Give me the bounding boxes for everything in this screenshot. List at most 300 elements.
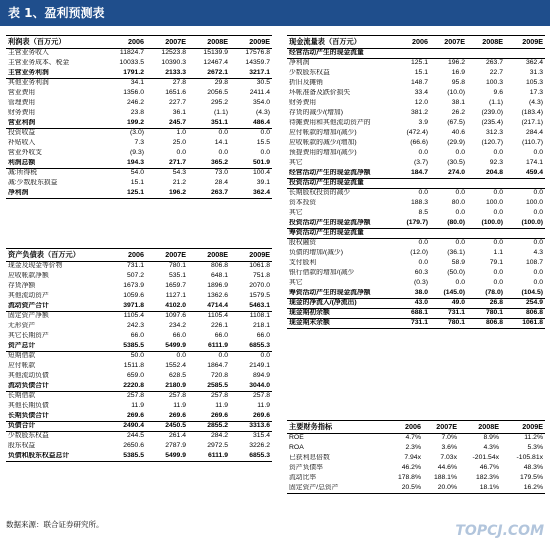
row-value: 38.0 [393, 289, 430, 299]
row-label: 预提费用的增加/(减少) [289, 149, 357, 157]
table-row [287, 219, 545, 229]
row-value: 0.0 [418, 149, 428, 157]
row-value: 0.0 [455, 239, 465, 247]
row-value: 2672.1 [188, 69, 230, 79]
row-value: 2220.8 [104, 382, 146, 392]
row-value: 11.9 [257, 402, 270, 410]
row-value: 46.2% [401, 464, 421, 472]
row-value: 0.0 [455, 209, 465, 217]
row-value: 688.1 [393, 309, 430, 319]
row-value: 269.6 [146, 412, 188, 422]
row-value: 29.8 [214, 79, 228, 87]
row-value: 362.4 [230, 189, 272, 199]
row-value: (66.6) [410, 139, 428, 147]
row-value: 381.2 [410, 109, 428, 117]
row-value: 100.3 [485, 79, 503, 87]
row-value: 1356.0 [123, 89, 144, 97]
row-value: 234.2 [168, 322, 186, 330]
table-row [287, 319, 545, 329]
table-row [287, 239, 545, 249]
row-value: 1673.9 [123, 282, 144, 290]
row-value: 1127.1 [165, 292, 186, 300]
row-value: 244.5 [126, 432, 144, 440]
row-value: 312.3 [485, 129, 503, 137]
row-value: (104.5) [505, 289, 545, 299]
row-value: 15.1 [414, 69, 428, 77]
row-value: 0.0 [493, 239, 503, 247]
income-statement-table [6, 35, 272, 199]
row-value: 21.2 [172, 179, 186, 187]
row-value: 3.6% [441, 444, 457, 452]
row-value: 226.1 [210, 322, 228, 330]
row-label: 股权融资 [289, 239, 317, 247]
row-value: 362.4 [525, 59, 543, 67]
table-row [287, 149, 545, 159]
row-label: 少数股东权益 [289, 69, 330, 77]
row-label: 现金的净流入/(净流出) [287, 299, 393, 309]
header-year: 2009E [230, 249, 272, 262]
row-label: 资产总计 [6, 342, 104, 352]
table-row [6, 49, 272, 59]
row-value: 25.0 [172, 139, 186, 147]
row-value: 284.4 [525, 129, 543, 137]
row-value: 14359.7 [245, 59, 270, 67]
header-label: 现金流量表（百万元） [287, 36, 393, 49]
table-row [6, 292, 272, 302]
row-label: 存货净额 [8, 282, 36, 290]
row-value: 1061.8 [505, 319, 545, 329]
row-value: 2585.5 [188, 382, 230, 392]
row-value: 0.0 [418, 189, 428, 197]
row-value: 780.1 [430, 319, 467, 329]
row-value: 806.8 [467, 319, 505, 329]
row-value: 806.8 [505, 309, 545, 319]
row-value: (36.1) [447, 249, 465, 257]
row-value: (1.1) [214, 109, 228, 117]
row-value: 257.8 [210, 392, 228, 400]
row-value: 11824.7 [119, 49, 144, 57]
row-value: 274.0 [430, 169, 467, 179]
row-value [505, 179, 545, 189]
table-row [287, 279, 545, 289]
row-value: (0.3) [414, 279, 428, 287]
row-value: 3.9 [418, 119, 428, 127]
table-row [287, 299, 545, 309]
row-value: (217.1) [521, 119, 543, 127]
row-value: 780.1 [467, 309, 505, 319]
row-value: (78.0) [467, 289, 505, 299]
row-label: 应付帐款 [8, 362, 36, 370]
row-label: 筹资活动产生的现金流净额 [287, 289, 393, 299]
table-row [287, 109, 545, 119]
row-value: (30.5) [447, 159, 465, 167]
row-value: (120.7) [481, 139, 503, 147]
row-value: 242.3 [126, 322, 144, 330]
row-value: 263.7 [188, 189, 230, 199]
row-label: 财务费用 [289, 99, 317, 107]
row-value: 20.0% [423, 484, 459, 494]
row-value: 11.9 [173, 402, 186, 410]
row-value: 0.0 [533, 189, 543, 197]
row-value: 6855.3 [230, 452, 272, 462]
row-value: 1108.1 [249, 312, 270, 320]
row-label: 投资收益 [8, 129, 36, 137]
table-row [287, 259, 545, 269]
row-value [430, 49, 467, 59]
row-label: 长期借款 [8, 392, 36, 400]
row-value: 6111.9 [188, 452, 230, 462]
row-value: 1.1 [493, 249, 503, 257]
row-label: 股东权益 [8, 442, 36, 450]
row-value: 315.4 [252, 432, 270, 440]
row-value: 0.0 [260, 129, 270, 137]
table-row [287, 444, 545, 454]
table-row [6, 452, 272, 462]
table-row [6, 139, 272, 149]
row-value: 188.3 [410, 199, 428, 207]
row-value: 2133.3 [146, 69, 188, 79]
row-value: 3971.8 [104, 302, 146, 312]
row-value: 894.9 [252, 372, 270, 380]
row-value: 2411.4 [249, 89, 270, 97]
row-value: (1.1) [489, 99, 503, 107]
row-value: -201.54x [472, 454, 499, 462]
row-value: 731.1 [430, 309, 467, 319]
header-year: 2007E [430, 36, 467, 49]
header-year: 2007E [423, 421, 459, 434]
row-value: 33.4 [414, 89, 428, 97]
header-year: 2008E [188, 36, 230, 49]
row-value: 38.1 [451, 99, 465, 107]
row-value: (3.7) [414, 159, 428, 167]
row-value: (10.0) [447, 89, 465, 97]
row-value: (235.4) [481, 119, 503, 127]
row-label: 应付帐款的增加/(减少) [289, 129, 357, 137]
row-value: (9.3) [130, 149, 144, 157]
row-value: 49.0 [430, 299, 467, 309]
header-label: 资产负债表（百万元） [6, 249, 104, 262]
table-row [6, 189, 272, 199]
table-row [287, 269, 545, 279]
row-label: 坏帐准备及跌价损失 [289, 89, 351, 97]
row-value: 246.2 [126, 99, 144, 107]
row-value: 0.0 [418, 239, 428, 247]
row-label: 主营业务利润 [6, 69, 104, 79]
row-value: 66.0 [214, 332, 228, 340]
row-value: 269.6 [104, 412, 146, 422]
row-value: 0.0 [493, 269, 503, 277]
row-value: (183.4) [521, 109, 543, 117]
header-label: 利润表（百万元） [6, 36, 104, 49]
row-value: 1864.7 [207, 362, 228, 370]
header-year: 2009E [230, 36, 272, 49]
row-label: 短期借款 [8, 352, 36, 360]
row-value: 2972.5 [207, 442, 228, 450]
row-value: 486.4 [230, 119, 272, 129]
row-value: (145.0) [430, 289, 467, 299]
table-row [6, 382, 272, 392]
row-value: 31.3 [529, 69, 543, 77]
table-row [6, 262, 272, 272]
row-label: 负债合计 [6, 422, 104, 432]
row-value: 4102.0 [146, 302, 188, 312]
table-row [6, 432, 272, 442]
row-label: 存货的减少/(增加) [289, 109, 343, 117]
row-value: 257.8 [126, 392, 144, 400]
row-value: 48.3% [523, 464, 543, 472]
row-value: 5499.9 [146, 452, 188, 462]
row-value: 12.0 [414, 99, 428, 107]
row-value: 263.7 [485, 59, 503, 67]
row-value: (4.3) [529, 99, 543, 107]
row-value: 8.9% [483, 434, 499, 442]
row-value: 659.0 [126, 372, 144, 380]
row-value: 1552.4 [165, 362, 186, 370]
row-value: 218.1 [252, 322, 270, 330]
row-value: 751.8 [252, 272, 270, 280]
row-value: 15139.9 [203, 49, 228, 57]
row-value: 50.0 [130, 352, 144, 360]
row-label: 减:所得税 [8, 169, 38, 177]
row-value: 105.3 [525, 79, 543, 87]
row-value: 12523.8 [161, 49, 186, 57]
row-label: 负债的增加/(减少) [289, 249, 343, 257]
row-value: 261.4 [168, 432, 186, 440]
row-value [430, 179, 467, 189]
row-value: 36.1 [172, 109, 186, 117]
row-label: 减:少数股东损益 [8, 179, 58, 187]
row-value: 26.2 [451, 109, 465, 117]
row-value: 2180.9 [146, 382, 188, 392]
row-label: 其它 [289, 279, 303, 287]
row-value: 4.3% [483, 444, 499, 452]
row-value: 7.94x [404, 454, 421, 462]
row-value: -105.81x [516, 454, 543, 462]
table-row [6, 422, 272, 432]
row-value: 100.0 [525, 199, 543, 207]
row-value: 2450.5 [146, 422, 188, 432]
row-value: 100.4 [252, 169, 270, 177]
row-value: 1362.6 [207, 292, 228, 300]
row-value: (239.0) [481, 109, 503, 117]
row-value: 3226.2 [249, 442, 270, 450]
row-value: 79.1 [489, 259, 503, 267]
table-row [6, 109, 272, 119]
row-label: 其它 [289, 209, 303, 217]
row-label: 待摊费用和其他流动资产的 [289, 119, 371, 127]
row-value: 3044.0 [230, 382, 272, 392]
row-value: 2070.0 [249, 282, 270, 290]
row-value: 227.7 [168, 99, 186, 107]
table-row [6, 442, 272, 452]
row-label: 长期负债合计 [6, 412, 104, 422]
row-value: 8.5 [418, 209, 428, 217]
row-value: 54.3 [172, 169, 186, 177]
table-row [6, 169, 272, 179]
row-value: 0.0 [493, 279, 503, 287]
row-label: 财务费用 [8, 109, 36, 117]
row-label: 应收帐款净额 [8, 272, 49, 280]
row-value: (67.5) [447, 119, 465, 127]
table-header-row [287, 421, 545, 434]
table-row [287, 69, 545, 79]
row-value: 507.2 [126, 272, 144, 280]
row-value: 2056.5 [207, 89, 228, 97]
table-row [287, 249, 545, 259]
row-value: 2787.9 [165, 442, 186, 450]
table-row [6, 59, 272, 69]
row-label: 固定资产/总资产 [287, 484, 387, 494]
row-value: 196.2 [146, 189, 188, 199]
row-value: 5463.1 [230, 302, 272, 312]
row-value: 60.3 [414, 269, 428, 277]
row-value: (100.0) [505, 219, 545, 229]
table-row [287, 59, 545, 69]
row-value [505, 229, 545, 239]
row-value: 2149.1 [249, 362, 270, 370]
row-value: 125.1 [410, 59, 428, 67]
row-value: 196.2 [447, 59, 465, 67]
row-value: 0.0 [176, 149, 186, 157]
financial-ratios-table [287, 420, 545, 494]
row-value: 16.9 [451, 69, 465, 77]
table-row [287, 289, 545, 299]
row-value: 26.8 [467, 299, 505, 309]
row-value: (29.9) [447, 139, 465, 147]
row-value: 6855.3 [230, 342, 272, 352]
row-value: 806.8 [210, 262, 228, 270]
table-row [287, 169, 545, 179]
row-value: 28.4 [214, 179, 228, 187]
row-label: 资产负债率 [289, 464, 323, 472]
row-value [467, 179, 505, 189]
row-label: 其他业务利润 [8, 79, 49, 87]
row-value: 1791.2 [104, 69, 146, 79]
row-value: 46.7% [479, 464, 499, 472]
row-value: 15.1 [130, 179, 144, 187]
header-year: 2006 [387, 421, 423, 434]
header-label: 主要财务指标 [287, 421, 387, 434]
row-value: 0.0 [455, 279, 465, 287]
row-value: 44.6% [437, 464, 457, 472]
row-value: 39.1 [256, 179, 270, 187]
row-value: 257.8 [252, 392, 270, 400]
row-value: 188.1% [433, 474, 457, 482]
row-label: 已获利息倍数 [289, 454, 330, 462]
table-row [6, 412, 272, 422]
row-value: 0.0 [493, 189, 503, 197]
row-label: 净利润 [289, 59, 310, 67]
row-value: 0.0 [493, 209, 503, 217]
table-row [6, 149, 272, 159]
row-value: 1511.8 [123, 362, 144, 370]
svg-text:TOPCJ.COM: TOPCJ.COM [455, 523, 544, 539]
row-value: 731.1 [126, 262, 144, 270]
row-value: 731.1 [393, 319, 430, 329]
row-value: 4.3 [533, 249, 543, 257]
row-value: 2.3% [405, 444, 421, 452]
row-value: (179.7) [393, 219, 430, 229]
row-label: 少数股东权益 [8, 432, 49, 440]
row-value: 199.2 [104, 119, 146, 129]
table-row [6, 352, 272, 362]
row-label: 利润总额 [6, 159, 104, 169]
row-value: 295.2 [210, 99, 228, 107]
row-value: 11.9 [131, 402, 144, 410]
table-row [287, 129, 545, 139]
row-value: 7.03x [440, 454, 457, 462]
row-value: 1896.9 [207, 282, 228, 290]
row-label: 筹资活动产生的现金流量 [287, 229, 393, 239]
header-year: 2008E [459, 421, 501, 434]
row-value: 179.5% [519, 474, 543, 482]
header-year: 2006 [393, 36, 430, 49]
row-value: 0.0 [418, 259, 428, 267]
header-year: 2006 [104, 36, 146, 49]
row-value: (12.0) [410, 249, 428, 257]
table-row [287, 209, 545, 219]
table-header-row [287, 36, 545, 49]
row-value: 254.9 [505, 299, 545, 309]
table-row [6, 89, 272, 99]
row-value: 1.0 [176, 129, 186, 137]
row-value: 194.3 [104, 159, 146, 169]
row-value: 125.1 [104, 189, 146, 199]
row-label: 其它长期资产 [8, 332, 49, 340]
row-label: ROA [289, 444, 304, 452]
table-row [6, 332, 272, 342]
row-value: 174.1 [525, 159, 543, 167]
row-label: 现金期末余额 [287, 319, 393, 329]
row-value: 1579.5 [249, 292, 270, 300]
row-label: 流动负债合计 [6, 382, 104, 392]
row-value: 11.2% [524, 434, 543, 442]
table-row [287, 99, 545, 109]
row-label: 净利润 [6, 189, 104, 199]
row-value: (110.7) [521, 139, 543, 147]
row-value: 20.5% [387, 484, 423, 494]
header-year: 2006 [104, 249, 146, 262]
row-value: 7.3 [134, 139, 144, 147]
row-label: 主营业务成本、税金 [8, 59, 70, 67]
row-value: 1105.4 [207, 312, 228, 320]
row-label: 负债和股东权益总计 [6, 452, 104, 462]
row-label: 其他长期负债 [8, 402, 49, 410]
row-value: (50.0) [447, 269, 465, 277]
row-label: 经营活动产生的现金流净额 [287, 169, 393, 179]
table-row [287, 454, 545, 464]
row-value: 0.0 [533, 209, 543, 217]
row-label: 营业费用 [8, 89, 36, 97]
header-year: 2008E [467, 36, 505, 49]
row-value: 0.0 [533, 269, 543, 277]
row-value: 184.7 [393, 169, 430, 179]
table-row [287, 159, 545, 169]
row-value: 2855.2 [188, 422, 230, 432]
row-value: 148.7 [410, 79, 428, 87]
table-row [6, 282, 272, 292]
row-value: 1097.6 [165, 312, 186, 320]
row-value: 0.0 [260, 149, 270, 157]
row-label: 流动比率 [289, 474, 317, 482]
row-value [393, 49, 430, 59]
header-year: 2009E [505, 36, 545, 49]
row-value: 16.2% [501, 484, 545, 494]
row-value: 204.8 [467, 169, 505, 179]
row-value: 58.9 [451, 259, 465, 267]
row-value: 10390.3 [161, 59, 186, 67]
row-value: (80.0) [430, 219, 467, 229]
